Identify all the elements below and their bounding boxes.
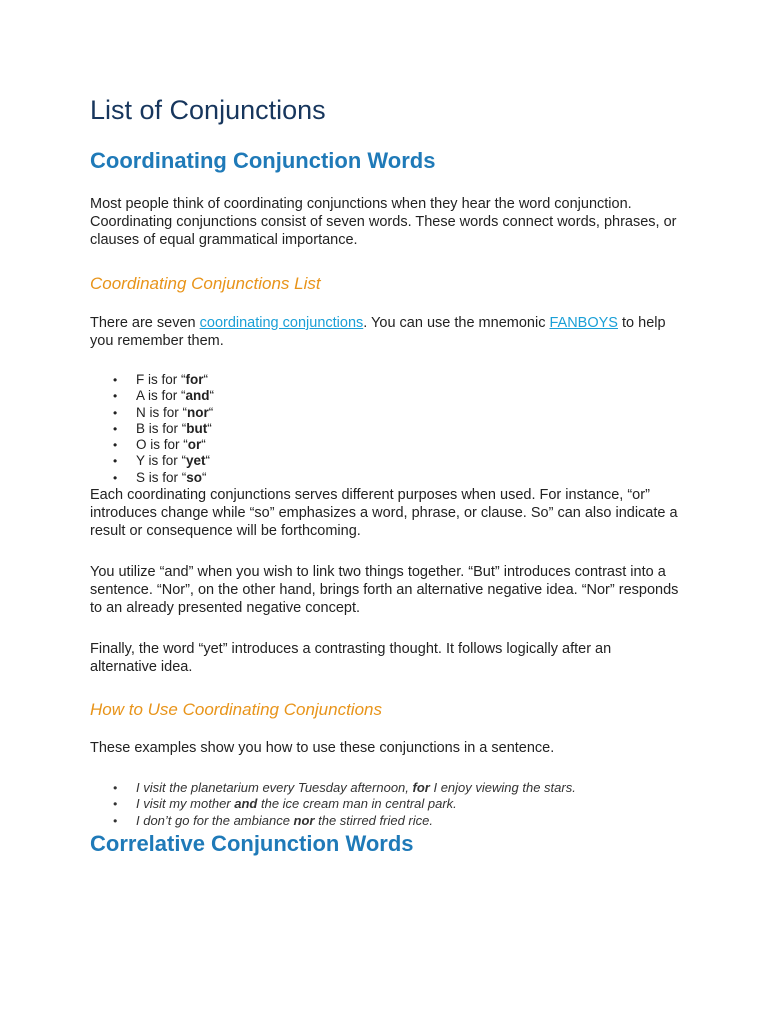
examples-list <box>90 780 682 829</box>
list-item: • O is for “or“ <box>136 437 682 453</box>
mnemonic-paragraph <box>90 314 682 350</box>
coordinating-conjunctions-link[interactable]: coordinating conjunctions <box>199 315 364 331</box>
mnemonic-text-middle: . You can use the mnemonic <box>363 315 550 331</box>
list-item: • N is for “nor“ <box>136 405 682 421</box>
document-page <box>90 92 682 859</box>
fanboys-list <box>90 372 682 486</box>
list-item: • F is for “for“ <box>136 372 682 388</box>
document-title: List of Conjunctions <box>90 95 326 125</box>
usage-subheading: How to Use Coordinating Conjunctions <box>90 700 382 720</box>
example-sentence: • I visit my mother and the ice cream man in central park. <box>136 796 682 812</box>
list-subheading: Coordinating Conjunctions List <box>90 274 321 293</box>
list-item: • B is for “but“ <box>136 421 682 437</box>
coordinating-heading: Coordinating Conjunction Words <box>90 148 436 173</box>
example-sentence: • I visit the planetarium every Tuesday afternoon, for I enjoy viewing the stars. <box>136 780 682 796</box>
fanboys-link[interactable]: FANBOYS <box>549 315 618 331</box>
correlative-heading: Correlative Conjunction Words <box>90 830 414 856</box>
yet-paragraph: Finally, the word “yet” introduces a contrasting thought. It follows logically after an alternative idea. <box>90 641 612 676</box>
list-item: • A is for “and“ <box>136 388 682 404</box>
usage-intro-paragraph: These examples show you how to use these conjunctions in a sentence. <box>90 740 555 757</box>
mnemonic-text-after: to help you remember them. <box>90 315 666 349</box>
list-item: • S is for “so“ <box>136 470 682 486</box>
list-item: • Y is for “yet“ <box>136 453 682 469</box>
coordinating-intro-paragraph: Most people think of coordinating conjunctions when they hear the word conjunction. Coordinating conjunctions consist of seven words. These words connect words, phrases, or clauses of equal grammatical importance. <box>90 196 677 248</box>
and-but-nor-paragraph: You utilize “and” when you wish to link two things together. “But” introduces contrast into a sentence. “Nor”, on the other hand, brings forth an alternative negative idea. “Nor” responds to an already presented negative concept. <box>90 564 679 617</box>
example-sentence: • I don’t go for the ambiance nor the stirred fried rice. <box>136 813 682 829</box>
mnemonic-text-before: There are seven <box>90 315 200 331</box>
purposes-paragraph: Each coordinating conjunctions serves different purposes when used. For instance, “or” introduces change while “so” emphasizes a word, phrase, or clause. So” can also indicate a result or consequence will be forthcoming. <box>90 487 678 540</box>
